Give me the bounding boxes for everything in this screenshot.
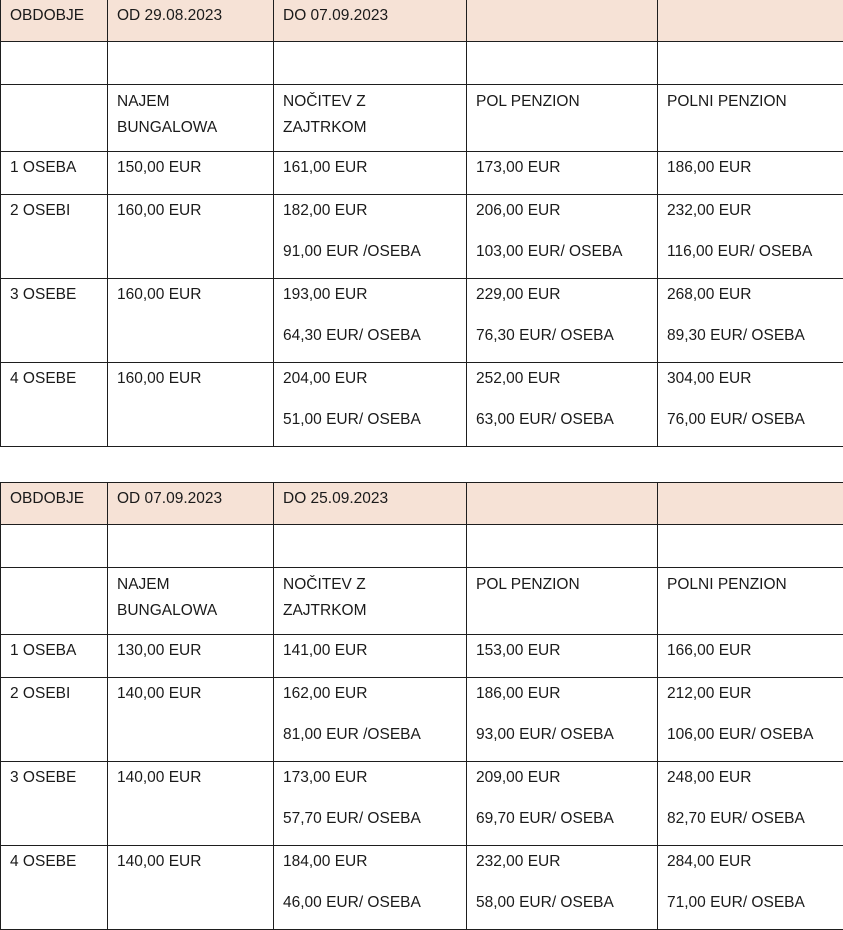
persons-label: 1 OSEBA — [1, 635, 108, 678]
hb-per-person: 103,00 EUR/ OSEBA — [476, 240, 648, 264]
fb-price: 232,00 EUR — [667, 199, 834, 223]
empty-cell — [1, 85, 108, 152]
header-half-board: POL PENZION — [467, 568, 658, 635]
hb-per-person: 76,30 EUR/ OSEBA — [476, 324, 648, 348]
rent-price: 140,00 EUR — [108, 678, 274, 762]
hb-cell — [467, 195, 658, 279]
empty-cell — [1, 568, 108, 635]
bb-price: 162,00 EUR — [283, 682, 457, 706]
header-rent-line: NAJEM — [117, 89, 264, 115]
period-from: OD 07.09.2023 — [108, 483, 274, 525]
header-rent-line: BUNGALOWA — [117, 598, 264, 624]
bb-price: 141,00 EUR — [274, 635, 467, 678]
bb-cell — [274, 363, 467, 447]
empty-cell — [658, 0, 843, 42]
empty-cell — [1, 42, 108, 85]
rent-price: 130,00 EUR — [108, 635, 274, 678]
header-full-board: POLNI PENZION — [658, 568, 843, 635]
fb-price: 304,00 EUR — [667, 367, 834, 391]
period-from: OD 29.08.2023 — [108, 0, 274, 42]
fb-per-person: 106,00 EUR/ OSEBA — [667, 723, 834, 747]
header-rent — [108, 568, 274, 635]
fb-cell — [658, 279, 843, 363]
persons-label: 1 OSEBA — [1, 152, 108, 195]
bb-price: 161,00 EUR — [274, 152, 467, 195]
header-rent-line: BUNGALOWA — [117, 115, 264, 141]
empty-cell — [274, 42, 467, 85]
empty-cell — [108, 525, 274, 568]
hb-per-person: 93,00 EUR/ OSEBA — [476, 723, 648, 747]
table-row — [1, 635, 843, 678]
rent-price: 140,00 EUR — [108, 762, 274, 846]
empty-cell — [467, 525, 658, 568]
hb-cell — [467, 363, 658, 447]
fb-per-person: 71,00 EUR/ OSEBA — [667, 891, 834, 915]
fb-price: 248,00 EUR — [667, 766, 834, 790]
header-bb-line: ZAJTRKOM — [283, 598, 457, 624]
period-row — [1, 483, 843, 525]
hb-price: 229,00 EUR — [476, 283, 648, 307]
hb-cell — [467, 279, 658, 363]
fb-price: 166,00 EUR — [658, 635, 843, 678]
hb-cell — [467, 678, 658, 762]
bb-per-person: 91,00 EUR /OSEBA — [283, 240, 457, 264]
hb-price: 206,00 EUR — [476, 199, 648, 223]
header-rent — [108, 85, 274, 152]
empty-cell — [1, 525, 108, 568]
table-row — [1, 152, 843, 195]
persons-label: 4 OSEBE — [1, 846, 108, 930]
period-to: DO 07.09.2023 — [274, 0, 467, 42]
hb-price: 232,00 EUR — [476, 850, 648, 874]
rent-price: 160,00 EUR — [108, 195, 274, 279]
empty-cell — [658, 42, 843, 85]
header-bb-line: NOČITEV Z — [283, 89, 457, 115]
fb-cell — [658, 195, 843, 279]
price-table-2 — [0, 482, 843, 930]
bb-cell — [274, 195, 467, 279]
empty-cell — [467, 0, 658, 42]
hb-cell — [467, 846, 658, 930]
hb-per-person: 69,70 EUR/ OSEBA — [476, 807, 648, 831]
bb-cell — [274, 846, 467, 930]
bb-price: 204,00 EUR — [283, 367, 457, 391]
column-header-row — [1, 85, 843, 152]
period-label: OBDOBJE — [1, 483, 108, 525]
bb-price: 184,00 EUR — [283, 850, 457, 874]
fb-cell — [658, 762, 843, 846]
bb-cell — [274, 279, 467, 363]
rent-price: 160,00 EUR — [108, 279, 274, 363]
rent-price: 150,00 EUR — [108, 152, 274, 195]
empty-cell — [274, 525, 467, 568]
hb-per-person: 58,00 EUR/ OSEBA — [476, 891, 648, 915]
empty-cell — [467, 483, 658, 525]
empty-cell — [658, 483, 843, 525]
bb-cell — [274, 762, 467, 846]
bb-per-person: 81,00 EUR /OSEBA — [283, 723, 457, 747]
hb-cell — [467, 762, 658, 846]
header-rent-line: NAJEM — [117, 572, 264, 598]
bb-cell — [274, 678, 467, 762]
fb-price: 212,00 EUR — [667, 682, 834, 706]
bb-price: 193,00 EUR — [283, 283, 457, 307]
persons-label: 4 OSEBE — [1, 363, 108, 447]
table-row — [1, 678, 843, 762]
fb-per-person: 82,70 EUR/ OSEBA — [667, 807, 834, 831]
table-row — [1, 762, 843, 846]
blank-row — [1, 42, 843, 85]
fb-cell — [658, 678, 843, 762]
hb-price: 209,00 EUR — [476, 766, 648, 790]
period-label: OBDOBJE — [1, 0, 108, 42]
hb-price: 252,00 EUR — [476, 367, 648, 391]
bb-per-person: 64,30 EUR/ OSEBA — [283, 324, 457, 348]
table-row — [1, 846, 843, 930]
hb-per-person: 63,00 EUR/ OSEBA — [476, 408, 648, 432]
fb-cell — [658, 363, 843, 447]
fb-per-person: 76,00 EUR/ OSEBA — [667, 408, 834, 432]
table-row — [1, 279, 843, 363]
bb-per-person: 46,00 EUR/ OSEBA — [283, 891, 457, 915]
header-bed-breakfast — [274, 568, 467, 635]
bb-price: 173,00 EUR — [283, 766, 457, 790]
empty-cell — [467, 42, 658, 85]
bb-per-person: 51,00 EUR/ OSEBA — [283, 408, 457, 432]
header-bb-line: NOČITEV Z — [283, 572, 457, 598]
period-row — [1, 0, 843, 42]
period-to: DO 25.09.2023 — [274, 483, 467, 525]
empty-cell — [658, 525, 843, 568]
blank-row — [1, 525, 843, 568]
persons-label: 2 OSEBI — [1, 678, 108, 762]
empty-cell — [108, 42, 274, 85]
header-full-board: POLNI PENZION — [658, 85, 843, 152]
fb-per-person: 116,00 EUR/ OSEBA — [667, 240, 834, 264]
fb-per-person: 89,30 EUR/ OSEBA — [667, 324, 834, 348]
price-table-1 — [0, 0, 843, 447]
hb-price: 186,00 EUR — [476, 682, 648, 706]
column-header-row — [1, 568, 843, 635]
fb-cell — [658, 846, 843, 930]
header-bed-breakfast — [274, 85, 467, 152]
fb-price: 186,00 EUR — [658, 152, 843, 195]
persons-label: 3 OSEBE — [1, 762, 108, 846]
hb-price: 153,00 EUR — [467, 635, 658, 678]
table-row — [1, 363, 843, 447]
persons-label: 2 OSEBI — [1, 195, 108, 279]
fb-price: 268,00 EUR — [667, 283, 834, 307]
bb-per-person: 57,70 EUR/ OSEBA — [283, 807, 457, 831]
rent-price: 140,00 EUR — [108, 846, 274, 930]
table-row — [1, 195, 843, 279]
fb-price: 284,00 EUR — [667, 850, 834, 874]
header-half-board: POL PENZION — [467, 85, 658, 152]
header-bb-line: ZAJTRKOM — [283, 115, 457, 141]
bb-price: 182,00 EUR — [283, 199, 457, 223]
hb-price: 173,00 EUR — [467, 152, 658, 195]
rent-price: 160,00 EUR — [108, 363, 274, 447]
persons-label: 3 OSEBE — [1, 279, 108, 363]
